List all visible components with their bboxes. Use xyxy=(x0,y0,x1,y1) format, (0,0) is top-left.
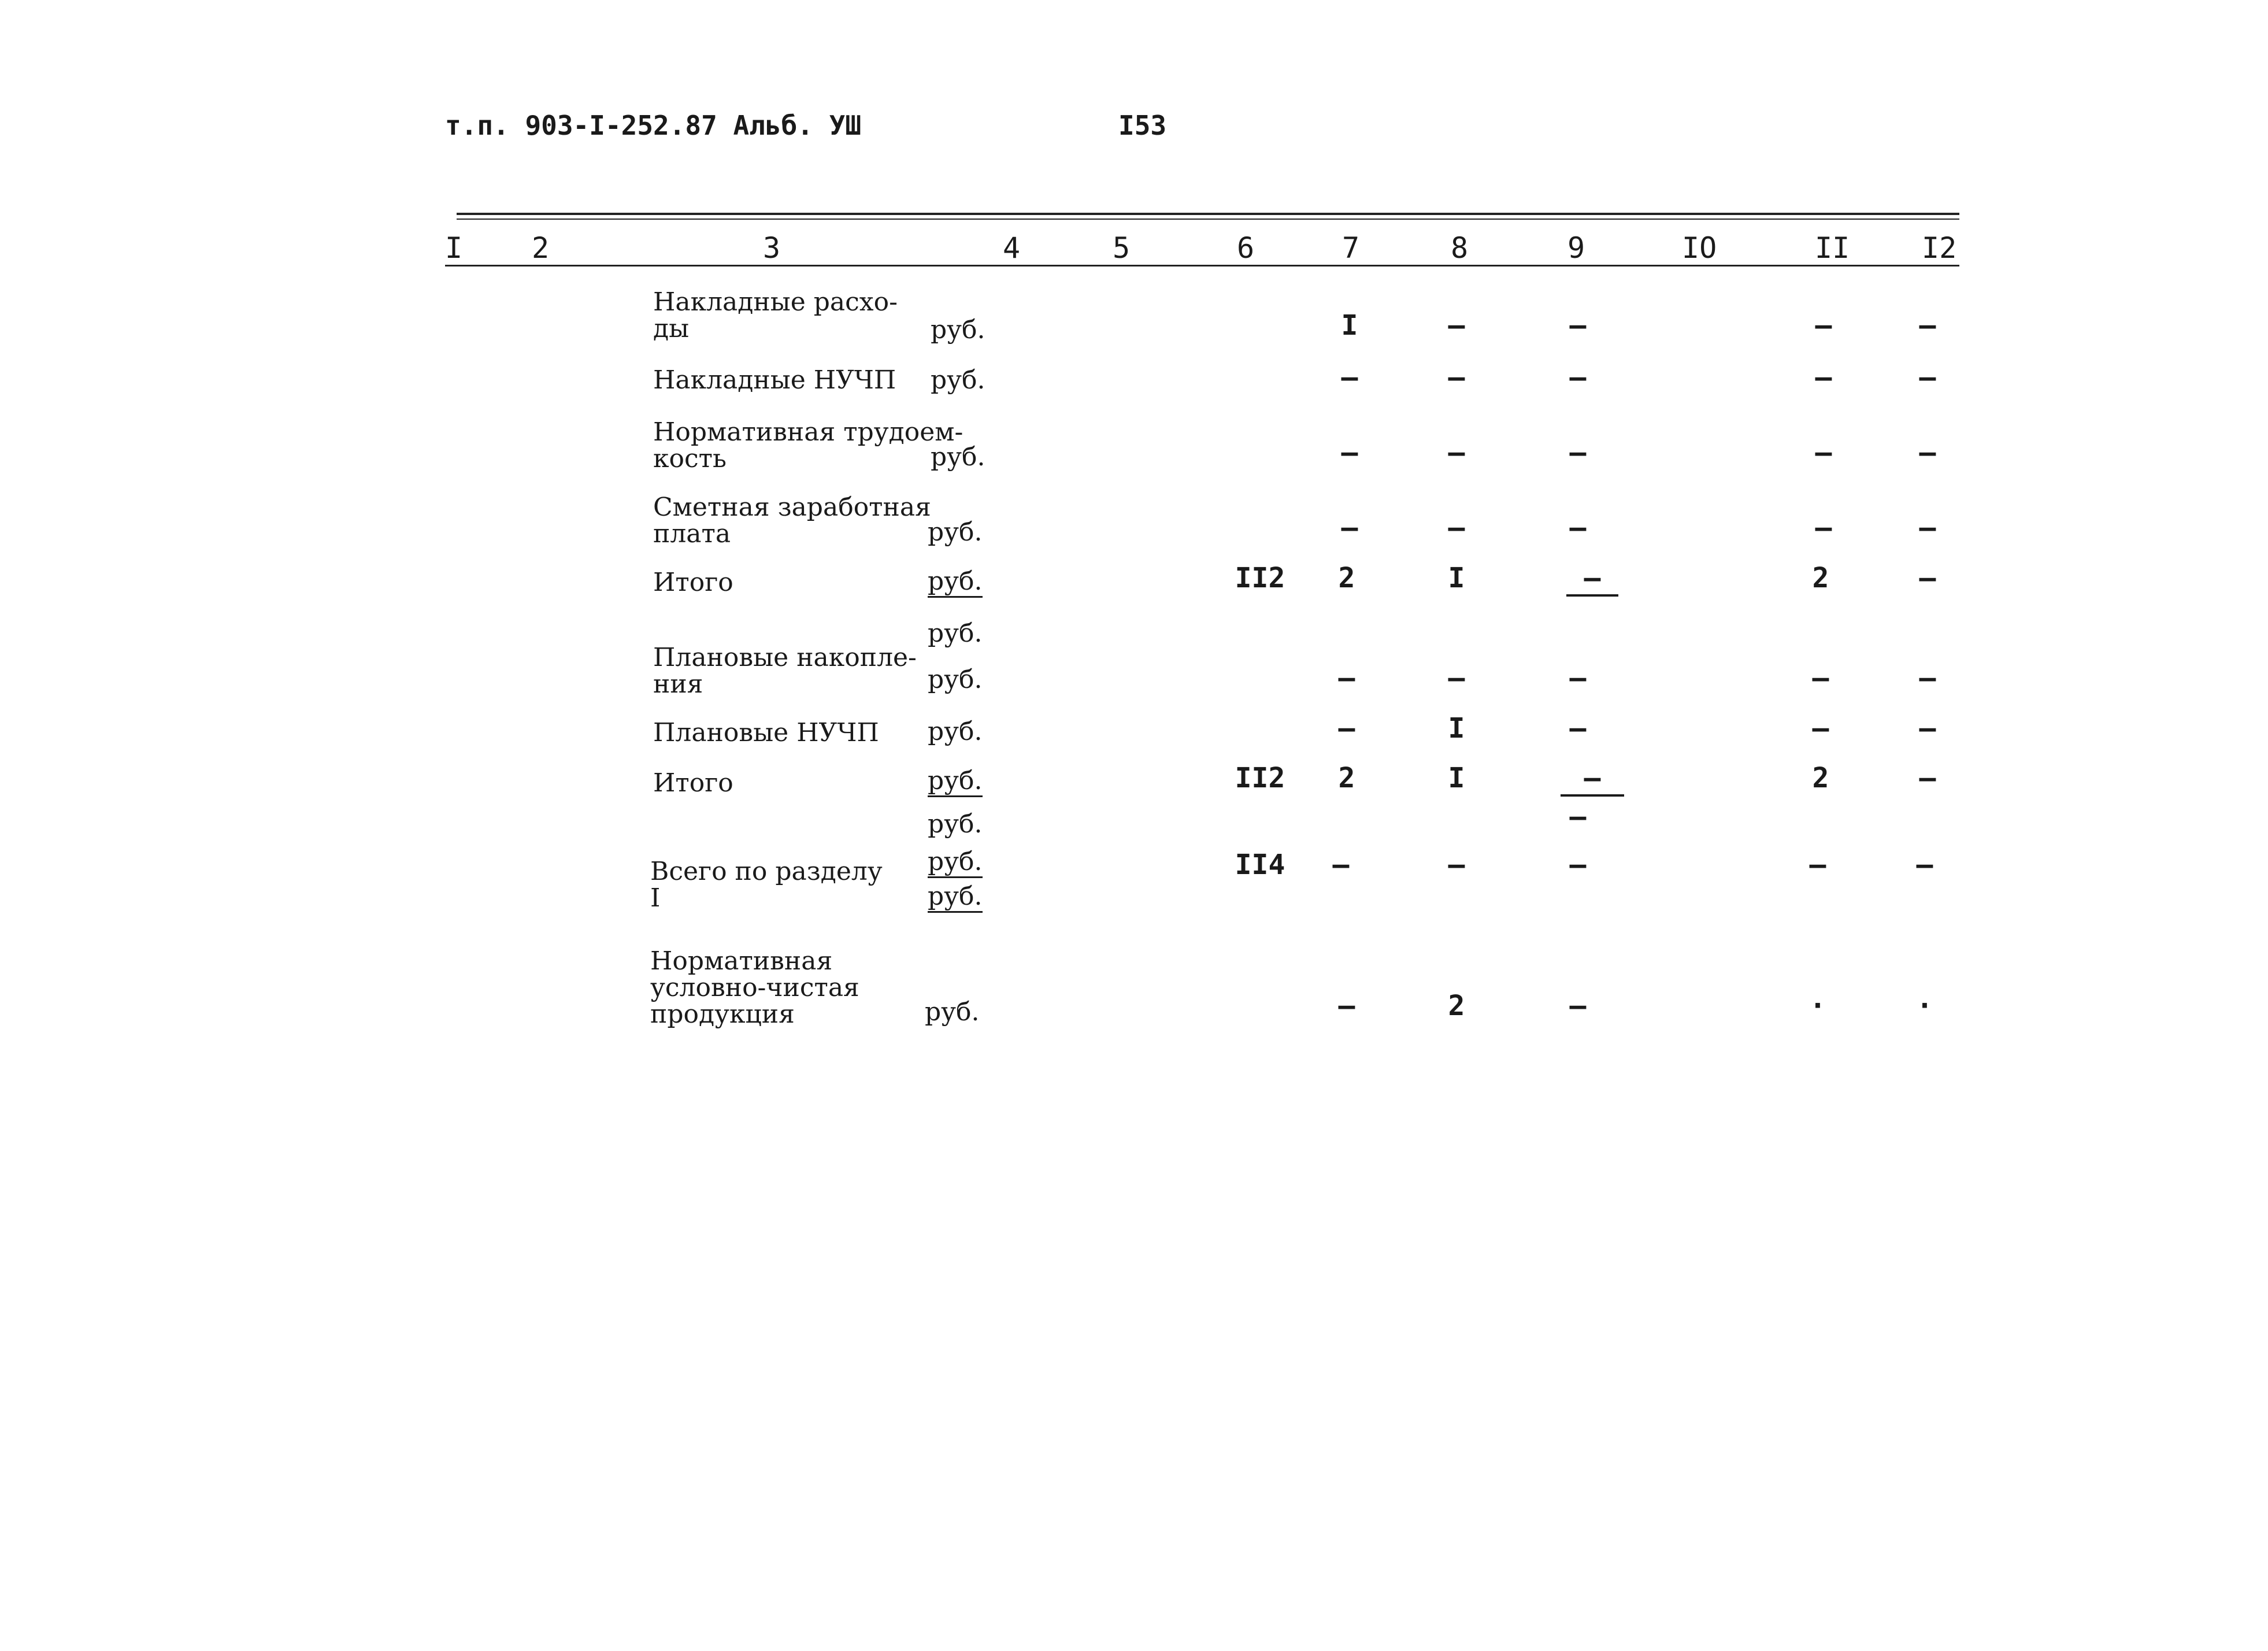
table-top-rule-2 xyxy=(457,219,1959,220)
header-underline xyxy=(445,265,1959,266)
cell-c7: – xyxy=(1338,990,1355,1022)
unit: руб. xyxy=(931,442,985,472)
cell-c9: – xyxy=(1569,512,1587,544)
cell-c8: I xyxy=(1448,712,1465,745)
cell-c9: – xyxy=(1569,849,1587,881)
cell-c8: I xyxy=(1448,562,1465,594)
cell-c7: 2 xyxy=(1338,562,1355,594)
column-number-10: IO xyxy=(1682,231,1717,265)
row-label: Всего по разделу I xyxy=(650,857,883,913)
column-number-5: 5 xyxy=(1113,231,1131,265)
unit: руб. xyxy=(928,567,983,598)
column-number-8: 8 xyxy=(1451,231,1469,265)
table-top-rule xyxy=(457,213,1959,215)
cell-c11: 2 xyxy=(1812,562,1829,594)
cell-c7: – xyxy=(1338,712,1355,745)
cell-c9: – xyxy=(1561,762,1624,797)
cell-c11: · xyxy=(1809,990,1826,1022)
cell-c7: 2 xyxy=(1338,762,1355,794)
row-label: Нормативная трудоем- кость xyxy=(653,417,963,473)
cell-c12: · xyxy=(1916,990,1933,1022)
cell-c7: – xyxy=(1341,436,1358,469)
unit: руб. xyxy=(931,365,985,395)
unit: руб. xyxy=(928,665,983,694)
column-number-4: 4 xyxy=(1003,231,1021,265)
cell-c12: – xyxy=(1919,512,1936,544)
cell-c9: – xyxy=(1569,801,1587,833)
cell-c8: – xyxy=(1448,361,1465,394)
cell-c12: – xyxy=(1919,436,1936,469)
cell-c12: – xyxy=(1916,849,1933,881)
unit: руб. xyxy=(928,847,983,878)
cell-c9: – xyxy=(1569,712,1587,745)
unit-secondary: руб. xyxy=(928,882,983,913)
cell-c11: – xyxy=(1815,309,1832,342)
page-number: I53 xyxy=(1118,110,1167,141)
unit: руб. xyxy=(928,619,983,648)
row-label: Плановые НУЧП xyxy=(653,718,879,747)
cell-c9: – xyxy=(1569,436,1587,469)
unit: руб. xyxy=(928,517,983,547)
unit: руб. xyxy=(928,717,983,746)
unit: руб. xyxy=(931,315,985,345)
column-number-11: II xyxy=(1815,231,1850,265)
cell-c9: – xyxy=(1566,562,1618,597)
cell-c11: – xyxy=(1812,662,1829,694)
row-label: Сметная заработная плата xyxy=(653,493,931,549)
cell-c11: 2 xyxy=(1812,762,1829,794)
cell-c8: – xyxy=(1448,436,1465,469)
column-number-12: I2 xyxy=(1922,231,1957,265)
cell-c11: – xyxy=(1809,849,1826,881)
unit: руб. xyxy=(925,997,980,1027)
cell-c8: 2 xyxy=(1448,990,1465,1022)
cell-c8: I xyxy=(1448,762,1465,794)
cell-c6: II4 xyxy=(1235,849,1285,881)
cell-c11: – xyxy=(1815,512,1832,544)
cell-c9: – xyxy=(1569,309,1587,342)
cell-c7: – xyxy=(1338,662,1355,694)
cell-c7: I xyxy=(1341,309,1358,342)
cell-c8: – xyxy=(1448,849,1465,881)
row-label: Итого xyxy=(653,768,733,798)
cell-c8: – xyxy=(1448,309,1465,342)
row-label: Итого xyxy=(653,568,733,597)
cell-c12: – xyxy=(1919,712,1936,745)
row-label: Плановые накопле- ния xyxy=(653,643,917,699)
cell-c12: – xyxy=(1919,662,1936,694)
cell-c11: – xyxy=(1815,361,1832,394)
cell-c11: – xyxy=(1812,712,1829,745)
column-number-1: I xyxy=(445,231,463,265)
cell-c8: – xyxy=(1448,512,1465,544)
column-number-6: 6 xyxy=(1237,231,1255,265)
cell-c6: II2 xyxy=(1235,562,1285,594)
cell-c7: – xyxy=(1341,361,1358,394)
cell-c7: – xyxy=(1341,512,1358,544)
cell-c12: – xyxy=(1919,762,1936,794)
cell-c12: – xyxy=(1919,562,1936,594)
cell-c12: – xyxy=(1919,361,1936,394)
cell-c11: – xyxy=(1815,436,1832,469)
cell-c9: – xyxy=(1569,361,1587,394)
cell-c12: – xyxy=(1919,309,1936,342)
unit: руб. xyxy=(928,809,983,839)
column-number-2: 2 xyxy=(532,231,550,265)
cell-c9: – xyxy=(1569,990,1587,1022)
cell-c7: – xyxy=(1332,849,1350,881)
cell-c9: – xyxy=(1569,662,1587,694)
column-number-9: 9 xyxy=(1567,231,1585,265)
row-label: Нормативная условно-чистая продукция xyxy=(650,946,859,1029)
column-number-7: 7 xyxy=(1342,231,1360,265)
row-label: Накладные НУЧП xyxy=(653,365,896,395)
cell-c6: II2 xyxy=(1235,762,1285,794)
column-number-3: 3 xyxy=(763,231,781,265)
unit: руб. xyxy=(928,766,983,797)
cell-c8: – xyxy=(1448,662,1465,694)
row-label: Накладные расхо- ды xyxy=(653,287,898,343)
document-reference: т.п. 903-I-252.87 Альб. УШ xyxy=(445,110,862,141)
